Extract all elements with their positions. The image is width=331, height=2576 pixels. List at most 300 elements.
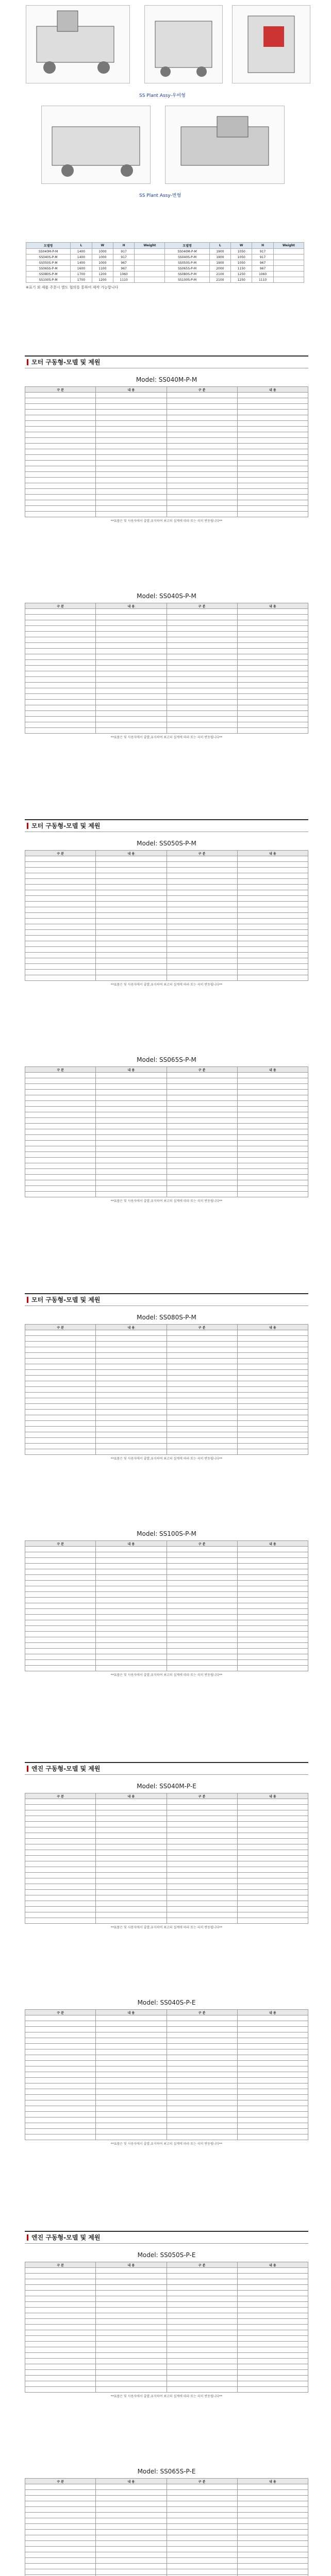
- spec-row: [25, 393, 308, 398]
- spec-row: [25, 2078, 308, 2083]
- spec-row: [25, 728, 308, 734]
- spec-cell: [25, 1112, 96, 1118]
- spec-row: [25, 711, 308, 717]
- spec-header-cell: 구 분: [167, 603, 237, 609]
- size-cell: SS065S-P-M: [26, 266, 71, 272]
- spec-row: [25, 1090, 308, 1095]
- spec-cell: [237, 2296, 308, 2302]
- spec-cell: [96, 2376, 167, 2381]
- size-header-cell: Weight: [273, 243, 304, 249]
- spec-row: [25, 2376, 308, 2381]
- spec-cell: [25, 2319, 96, 2325]
- spec-row: [25, 1654, 308, 1660]
- spec-cell: [25, 885, 96, 890]
- spec-cell: [237, 2095, 308, 2100]
- spec-row: [25, 2370, 308, 2376]
- spec-row: [25, 2541, 308, 2547]
- spec-cell: [96, 2055, 167, 2061]
- spec-row: [25, 1816, 308, 1822]
- spec-row: [25, 2123, 308, 2129]
- spec-cell: [25, 930, 96, 936]
- spec-cell: [237, 1342, 308, 1347]
- spec-cell: [25, 1912, 96, 1918]
- spec-cell: [25, 2078, 96, 2083]
- spec-cell: [96, 2049, 167, 2055]
- spec-cell: [25, 1163, 96, 1169]
- spec-row: [25, 1073, 308, 1078]
- spec-cell: [237, 1141, 308, 1146]
- spec-cell: [96, 1141, 167, 1146]
- spec-cell: [237, 1816, 308, 1822]
- spec-cell: [25, 2347, 96, 2353]
- spec-cell: [96, 1342, 167, 1347]
- spec-cell: [25, 2370, 96, 2376]
- spec-row: [25, 896, 308, 902]
- spec-cell: [96, 461, 167, 466]
- spec-cell: [25, 1592, 96, 1598]
- spec-cell: [167, 1839, 237, 1844]
- spec-cell: [167, 677, 237, 683]
- spec-cell: [96, 666, 167, 671]
- spec-row: [25, 478, 308, 483]
- spec-cell: [96, 512, 167, 517]
- spec-cell: [25, 1918, 96, 1924]
- size-cell: 1110: [252, 277, 273, 283]
- spec-cell: [96, 856, 167, 862]
- section-heading: [25, 819, 308, 832]
- spec-row: [25, 1901, 308, 1907]
- spec-cell: [167, 1421, 237, 1427]
- spec-cell: [96, 2027, 167, 2032]
- spec-cell: [237, 930, 308, 936]
- spec-row: [25, 637, 308, 643]
- spec-cell: [25, 1844, 96, 1850]
- spec-cell: [25, 2336, 96, 2342]
- spec-cell: [25, 466, 96, 472]
- spec-cell: [167, 2336, 237, 2342]
- spec-cell: [96, 722, 167, 728]
- spec-cell: [167, 2296, 237, 2302]
- spec-cell: [25, 1867, 96, 1873]
- spec-cell: [25, 1907, 96, 1912]
- spec-cell: [96, 1146, 167, 1152]
- size-cell: 1250: [231, 277, 252, 283]
- spec-row: [25, 1827, 308, 1833]
- spec-cell: [167, 1666, 237, 1671]
- spec-cell: [25, 671, 96, 677]
- spec-cell: [237, 1850, 308, 1856]
- spec-cell: [237, 2535, 308, 2541]
- spec-cell: [167, 495, 237, 500]
- spec-cell: [237, 2518, 308, 2524]
- spec-cell: [25, 1438, 96, 1444]
- spec-cell: [167, 489, 237, 495]
- spec-cell: [96, 2552, 167, 2558]
- spec-cell: [25, 1175, 96, 1180]
- spec-cell: [237, 615, 308, 620]
- spec-cell: [237, 2279, 308, 2285]
- spec-cell: [167, 2072, 237, 2078]
- spec-cell: [25, 472, 96, 478]
- spec-cell: [237, 2302, 308, 2308]
- spec-cell: [167, 711, 237, 717]
- spec-cell: [237, 2274, 308, 2279]
- spec-cell: [167, 2535, 237, 2541]
- spec-cell: [96, 2359, 167, 2364]
- spec-header-cell: 내 용: [237, 603, 308, 609]
- spec-row: [25, 2095, 308, 2100]
- spec-cell: [167, 2484, 237, 2490]
- spec-row: [25, 1146, 308, 1152]
- size-cell: 1050: [231, 260, 252, 266]
- spec-cell: [96, 1347, 167, 1353]
- spec-row: [25, 1907, 308, 1912]
- spec-row: [25, 1404, 308, 1410]
- spec-cell: [167, 2524, 237, 2530]
- spec-cell: [96, 2558, 167, 2564]
- spec-cell: [237, 1393, 308, 1398]
- spec-row: [25, 947, 308, 953]
- spec-cell: [25, 2268, 96, 2274]
- spec-cell: [25, 1649, 96, 1654]
- spec-cell: [167, 2558, 237, 2564]
- spec-cell: [237, 2100, 308, 2106]
- spec-cell: [237, 2347, 308, 2353]
- spec-cell: [25, 2564, 96, 2569]
- spec-cell: [167, 1410, 237, 1415]
- spec-cell: [96, 1393, 167, 1398]
- spec-table: [25, 1066, 308, 1203]
- spec-cell: [25, 907, 96, 913]
- spec-cell: [96, 896, 167, 902]
- size-cell: 2000: [209, 266, 230, 272]
- spec-cell: [237, 1107, 308, 1112]
- spec-cell: [167, 1359, 237, 1364]
- spec-cell: [25, 728, 96, 734]
- spec-row: [25, 958, 308, 964]
- spec-cell: [25, 1347, 96, 1353]
- spec-cell: [237, 455, 308, 461]
- spec-cell: [25, 1552, 96, 1558]
- spec-cell: [167, 2347, 237, 2353]
- model-title: Model: SS050S-P-M: [137, 840, 196, 847]
- spec-cell: [96, 1353, 167, 1359]
- spec-cell: [25, 1101, 96, 1107]
- spec-cell: [25, 2513, 96, 2518]
- spec-cell: [96, 472, 167, 478]
- spec-cell: [25, 2274, 96, 2279]
- spec-cell: [25, 637, 96, 643]
- spec-row: [25, 1637, 308, 1643]
- spec-row: [25, 421, 308, 427]
- spec-cell: [237, 1649, 308, 1654]
- spec-cell: [25, 455, 96, 461]
- spec-cell: [237, 410, 308, 415]
- spec-cell: [167, 466, 237, 472]
- spec-row: [25, 2564, 308, 2569]
- spec-cell: [25, 902, 96, 907]
- spec-row: [25, 1336, 308, 1342]
- spec-cell: [237, 717, 308, 722]
- spec-row: [25, 2513, 308, 2518]
- spec-row: [25, 444, 308, 449]
- spec-row: [25, 2027, 308, 2032]
- spec-row: [25, 1844, 308, 1850]
- spec-cell: [237, 1810, 308, 1816]
- spec-cell: [25, 1895, 96, 1901]
- spec-cell: [167, 2518, 237, 2524]
- spec-cell: [167, 1620, 237, 1626]
- spec-cell: [167, 1370, 237, 1376]
- spec-cell: [25, 1609, 96, 1615]
- size-cell: SS040M-P-M: [165, 249, 209, 255]
- spec-row: [25, 1547, 308, 1552]
- spec-row: [25, 1158, 308, 1163]
- spec-cell: [96, 1398, 167, 1404]
- size-header-cell: L: [71, 243, 92, 249]
- spec-cell: [96, 1643, 167, 1649]
- spec-cell: [96, 1867, 167, 1873]
- spec-row: [25, 2296, 308, 2302]
- spec-cell: [237, 1158, 308, 1163]
- spec-row: [25, 506, 308, 512]
- size-cell: [273, 255, 304, 260]
- spec-row: [25, 902, 308, 907]
- spec-cell: [237, 1084, 308, 1090]
- spec-cell: [25, 1370, 96, 1376]
- spec-cell: [25, 1833, 96, 1839]
- spec-cell: [96, 2330, 167, 2336]
- spec-cell: [96, 1895, 167, 1901]
- spec-header-cell: 구 분: [167, 2010, 237, 2015]
- spec-row: [25, 1410, 308, 1415]
- spec-row: [25, 660, 308, 666]
- spec-cell: [25, 1364, 96, 1370]
- model-title: Model: SS065S-P-E: [137, 2468, 196, 2475]
- spec-row: [25, 2353, 308, 2359]
- spec-cell: [167, 666, 237, 671]
- spec-cell: [237, 722, 308, 728]
- spec-cell: [96, 1603, 167, 1609]
- spec-cell: [96, 975, 167, 981]
- spec-cell: [25, 1822, 96, 1827]
- spec-row: [25, 489, 308, 495]
- spec-cell: [167, 705, 237, 711]
- spec-cell: [167, 2387, 237, 2393]
- spec-cell: [167, 632, 237, 637]
- spec-cell: [167, 2038, 237, 2044]
- model-title: Model: SS040M-P-M: [136, 376, 197, 383]
- spec-row: [25, 1095, 308, 1101]
- spec-cell: [96, 1637, 167, 1643]
- size-cell: 1400: [71, 255, 92, 260]
- spec-cell: [167, 902, 237, 907]
- spec-footer: **표품은 및 사용자에서 출발,유지하여 최고의 설계에 따라 또는 리히 변동됩니다**: [110, 1199, 223, 1203]
- spec-cell: [237, 2547, 308, 2552]
- spec-cell: [96, 2342, 167, 2347]
- spec-cell: [96, 2117, 167, 2123]
- spec-cell: [25, 609, 96, 615]
- spec-cell: [25, 1581, 96, 1586]
- spec-cell: [237, 2106, 308, 2112]
- spec-row: [25, 2336, 308, 2342]
- spec-cell: [25, 722, 96, 728]
- spec-row: [25, 2134, 308, 2140]
- spec-cell: [25, 1095, 96, 1101]
- spec-row: [25, 1421, 308, 1427]
- spec-cell: [25, 1152, 96, 1158]
- spec-cell: [167, 660, 237, 666]
- spec-cell: [237, 1112, 308, 1118]
- caption-top: SS Plant Assy-우비형: [139, 93, 186, 98]
- spec-cell: [25, 1398, 96, 1404]
- spec-cell: [237, 2541, 308, 2547]
- spec-cell: [167, 1805, 237, 1810]
- spec-row: [25, 953, 308, 958]
- spec-cell: [237, 728, 308, 734]
- spec-cell: [96, 1856, 167, 1861]
- spec-row: [25, 2066, 308, 2072]
- spec-cell: [96, 2564, 167, 2569]
- spec-cell: [96, 410, 167, 415]
- spec-cell: [96, 2129, 167, 2134]
- spec-row: [25, 1805, 308, 1810]
- spec-header-cell: 내 용: [237, 1793, 308, 1799]
- size-cell: SS080S-P-M: [165, 272, 209, 277]
- spec-cell: [96, 688, 167, 694]
- spec-cell: [167, 1878, 237, 1884]
- spec-cell: [167, 2308, 237, 2313]
- spec-cell: [96, 1438, 167, 1444]
- spec-row: [25, 500, 308, 506]
- spec-cell: [96, 936, 167, 941]
- spec-row: [25, 666, 308, 671]
- spec-row: [25, 1342, 308, 1347]
- spec-cell: [25, 1444, 96, 1449]
- spec-cell: [96, 2353, 167, 2359]
- spec-cell: [237, 2353, 308, 2359]
- spec-cell: [167, 1342, 237, 1347]
- spec-cell: [25, 495, 96, 500]
- spec-cell: [237, 1090, 308, 1095]
- spec-cell: [96, 1427, 167, 1432]
- spec-cell: [25, 1146, 96, 1152]
- spec-row: [25, 688, 308, 694]
- spec-cell: [25, 896, 96, 902]
- section-bar-icon: [27, 359, 28, 365]
- spec-cell: [237, 1564, 308, 1569]
- spec-cell: [237, 2117, 308, 2123]
- size-cell: 1700: [71, 272, 92, 277]
- spec-cell: [237, 1833, 308, 1839]
- spec-row: [25, 1118, 308, 1124]
- spec-cell: [167, 472, 237, 478]
- spec-header-cell: 내 용: [96, 1067, 167, 1073]
- spec-cell: [25, 1118, 96, 1124]
- spec-cell: [96, 1387, 167, 1393]
- spec-cell: [167, 2274, 237, 2279]
- spec-cell: [25, 2291, 96, 2296]
- spec-row: [25, 907, 308, 913]
- size-cell: [273, 266, 304, 272]
- spec-cell: [167, 1192, 237, 1197]
- spec-cell: [167, 506, 237, 512]
- spec-row: [25, 1398, 308, 1404]
- spec-cell: [167, 1654, 237, 1660]
- size-cell: [273, 249, 304, 255]
- spec-cell: [167, 890, 237, 896]
- spec-cell: [237, 404, 308, 410]
- spec-cell: [167, 432, 237, 438]
- spec-cell: [96, 2496, 167, 2501]
- spec-row: [25, 432, 308, 438]
- spec-cell: [167, 1101, 237, 1107]
- spec-header-cell: 내 용: [96, 1793, 167, 1799]
- spec-cell: [25, 2100, 96, 2106]
- spec-cell: [167, 930, 237, 936]
- spec-cell: [96, 444, 167, 449]
- spec-cell: [167, 1095, 237, 1101]
- spec-cell: [96, 705, 167, 711]
- spec-row: [25, 1799, 308, 1805]
- spec-cell: [237, 2129, 308, 2134]
- spec-cell: [96, 489, 167, 495]
- spec-cell: [25, 2381, 96, 2387]
- spec-cell: [25, 404, 96, 410]
- spec-cell: [237, 1101, 308, 1107]
- spec-row: [25, 1649, 308, 1654]
- spec-cell: [167, 671, 237, 677]
- spec-cell: [25, 1084, 96, 1090]
- model-title: Model: SS100S-P-M: [137, 1530, 196, 1537]
- spec-cell: [25, 1090, 96, 1095]
- size-cell: 1060: [252, 272, 273, 277]
- spec-cell: [237, 1907, 308, 1912]
- spec-cell: [25, 2106, 96, 2112]
- spec-cell: [237, 885, 308, 890]
- spec-row: [25, 410, 308, 415]
- spec-cell: [167, 2061, 237, 2066]
- spec-cell: [167, 1626, 237, 1632]
- spec-header-cell: 내 용: [96, 387, 167, 393]
- spec-row: [25, 609, 308, 615]
- spec-cell: [237, 1180, 308, 1186]
- spec-cell: [237, 2387, 308, 2393]
- spec-table: [25, 2262, 308, 2398]
- spec-cell: [96, 1449, 167, 1455]
- spec-cell: [96, 1586, 167, 1592]
- spec-cell: [167, 609, 237, 615]
- size-cell: [135, 255, 165, 260]
- spec-cell: [25, 1603, 96, 1609]
- spec-header-cell: 구 분: [167, 1541, 237, 1547]
- spec-row: [25, 2359, 308, 2364]
- spec-cell: [167, 1152, 237, 1158]
- spec-cell: [237, 1805, 308, 1810]
- size-cell: 1900: [209, 260, 230, 266]
- spec-cell: [167, 1330, 237, 1336]
- spec-header-cell: 내 용: [237, 2010, 308, 2015]
- spec-cell: [96, 913, 167, 919]
- spec-cell: [237, 654, 308, 660]
- spec-cell: [25, 1839, 96, 1844]
- size-cell: 1900: [209, 255, 230, 260]
- spec-cell: [167, 1861, 237, 1867]
- spec-cell: [167, 2112, 237, 2117]
- spec-cell: [25, 1376, 96, 1381]
- spec-cell: [25, 2134, 96, 2140]
- spec-cell: [25, 1192, 96, 1197]
